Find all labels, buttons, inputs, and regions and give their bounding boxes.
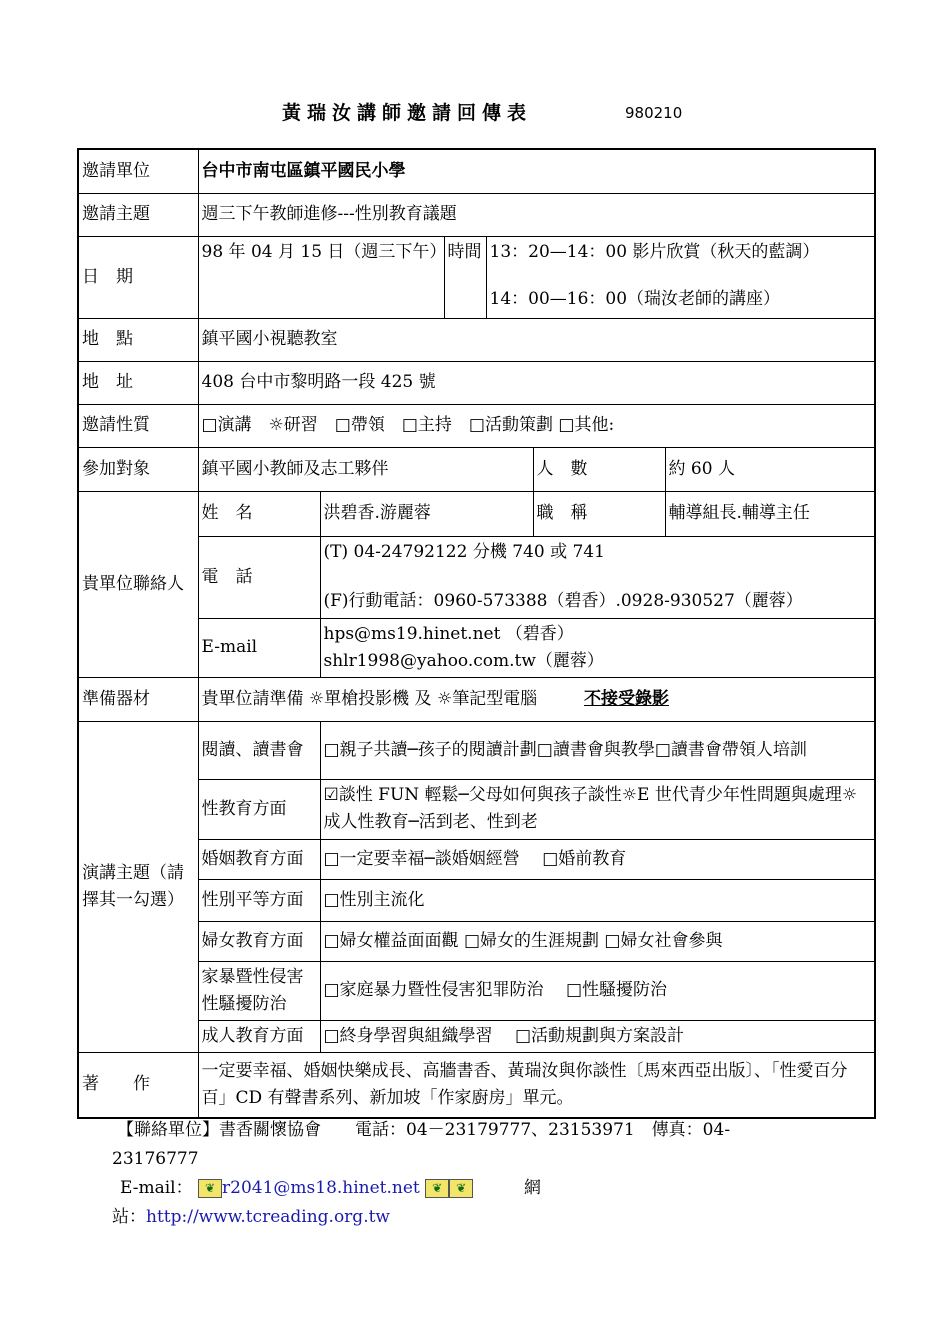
topic-category-reading: 閱讀、讀書會	[198, 721, 320, 779]
document-number: 980210	[625, 104, 683, 122]
jobtitle-label: 職 稱	[533, 491, 665, 536]
invitation-form	[77, 148, 876, 1119]
topic-options-adult-education[interactable]: □終身學習與組織學習 □活動規劃與方案設計	[320, 1020, 875, 1052]
topic-options-reading[interactable]: □親子共讀─孩子的閱讀計劃□讀書會與教學□讀書會帶領人培訓	[320, 721, 875, 779]
page-title: 黃瑞汝講師邀請回傳表	[282, 102, 533, 124]
email-line-1: hps@ms19.hinet.net （碧香）	[323, 623, 574, 644]
date-label: 日 期	[78, 236, 198, 318]
jobtitle-value: 輔導組長.輔導主任	[665, 491, 875, 536]
unit-value: 台中市南屯區鎮平國民小學	[198, 149, 875, 193]
address-value: 408 台中市黎明路一段 425 號	[198, 361, 875, 404]
time-slot-1: 13：20—14：00 影片欣賞（秋天的藍調）	[489, 241, 820, 262]
phone-label: 電 話	[198, 536, 320, 618]
audience-label: 參加對象	[78, 447, 198, 491]
place-label: 地 點	[78, 318, 198, 361]
footer-fax-line: 23176777	[112, 1149, 199, 1169]
topic-options-women[interactable]: □婦女權益面面觀 □婦女的生涯規劃 □婦女社會參與	[320, 921, 875, 961]
leaf-icon: ❦	[449, 1179, 473, 1198]
time-cell	[486, 236, 875, 318]
equipment-label: 準備器材	[78, 677, 198, 721]
footer-email-row	[120, 1174, 541, 1203]
audience-value: 鎮平國小教師及志工夥伴	[198, 447, 533, 491]
phone-line: (T) 04-24792122 分機 740 或 741	[323, 541, 605, 562]
topic-options-gender-equality[interactable]: □性別主流化	[320, 879, 875, 921]
name-value: 洪碧香.游麗蓉	[320, 491, 533, 536]
contact-label: 貴單位聯絡人	[78, 491, 198, 677]
mobile-line: (F)行動電話：0960-573388（碧香）.0928-930527（麗蓉）	[323, 590, 803, 611]
topic-category-violence-prevention: 家暴暨性侵害性騷擾防治	[198, 961, 320, 1020]
leaf-icon: ❦	[198, 1179, 222, 1198]
place-value: 鎮平國小視聽教室	[198, 318, 875, 361]
unit-label: 邀請單位	[78, 149, 198, 193]
nature-label: 邀請性質	[78, 404, 198, 447]
works-label: 著 作	[78, 1052, 198, 1118]
count-value: 約 60 人	[665, 447, 875, 491]
equipment-cell	[198, 677, 875, 721]
time-slot-2: 14：00—16：00（瑞汝老師的講座）	[489, 288, 781, 309]
email-line-2: shlr1998@yahoo.com.tw（麗蓉）	[323, 650, 604, 671]
footer-email-link[interactable]: r2041@ms18.hinet.net	[222, 1178, 420, 1198]
equipment-note: 不接受錄影	[584, 688, 670, 709]
footer-contact-line: 【聯絡單位】書香關懷協會 電話：04－23179777、23153971 傳真：04-	[117, 1120, 731, 1140]
topic-category-gender-equality: 性別平等方面	[198, 879, 320, 921]
phone-cell	[320, 536, 875, 618]
topic-options-violence-prevention[interactable]: □家庭暴力暨性侵害犯罪防治 □性騷擾防治	[320, 961, 875, 1020]
email-cell	[320, 618, 875, 677]
footer-email-label: E-mail：	[120, 1178, 193, 1198]
count-label: 人 數	[533, 447, 665, 491]
leaf-icon: ❦	[425, 1179, 449, 1198]
footer-web-link[interactable]: http://www.tcreading.org.tw	[146, 1207, 390, 1227]
name-label: 姓 名	[198, 491, 320, 536]
topic-options-sex-education[interactable]: ☑談性 FUN 輕鬆─父母如何與孩子談性☼E 世代青少年性問題與處理☼成人性教育─活到老、性到老	[320, 779, 875, 839]
topic-category-marriage: 婚姻教育方面	[198, 839, 320, 879]
footer-web-label-b: 站：	[112, 1207, 146, 1227]
address-label: 地 址	[78, 361, 198, 404]
nature-options[interactable]: □演講 ☼研習 □帶領 □主持 □活動策劃 □其他:	[198, 404, 875, 447]
theme-label: 邀請主題	[78, 193, 198, 236]
email-label: E-mail	[198, 618, 320, 677]
topic-category-women: 婦女教育方面	[198, 921, 320, 961]
topic-category-sex-education: 性教育方面	[198, 779, 320, 839]
theme-value: 週三下午教師進修---性別教育議題	[198, 193, 875, 236]
works-value: 一定要幸福、婚姻快樂成長、高牆書香、黃瑞汝與你談性〔馬來西亞出版〕、「性愛百分百」CD 有聲書系列、新加坡「作家廚房」單元。	[198, 1052, 875, 1118]
equipment-value: 貴單位請準備 ☼單槍投影機 及 ☼筆記型電腦	[201, 688, 538, 709]
footer-web-label-a: 網	[523, 1178, 541, 1198]
date-value: 98 年 04 月 15 日（週三下午）	[198, 236, 444, 318]
topic-category-adult-education: 成人教育方面	[198, 1020, 320, 1052]
time-label: 時間	[444, 236, 486, 318]
topic-label: 演講主題（請擇其一勾選）	[78, 721, 198, 1052]
topic-options-marriage[interactable]: □一定要幸福─談婚姻經營 □婚前教育	[320, 839, 875, 879]
footer-web-row	[112, 1203, 390, 1232]
